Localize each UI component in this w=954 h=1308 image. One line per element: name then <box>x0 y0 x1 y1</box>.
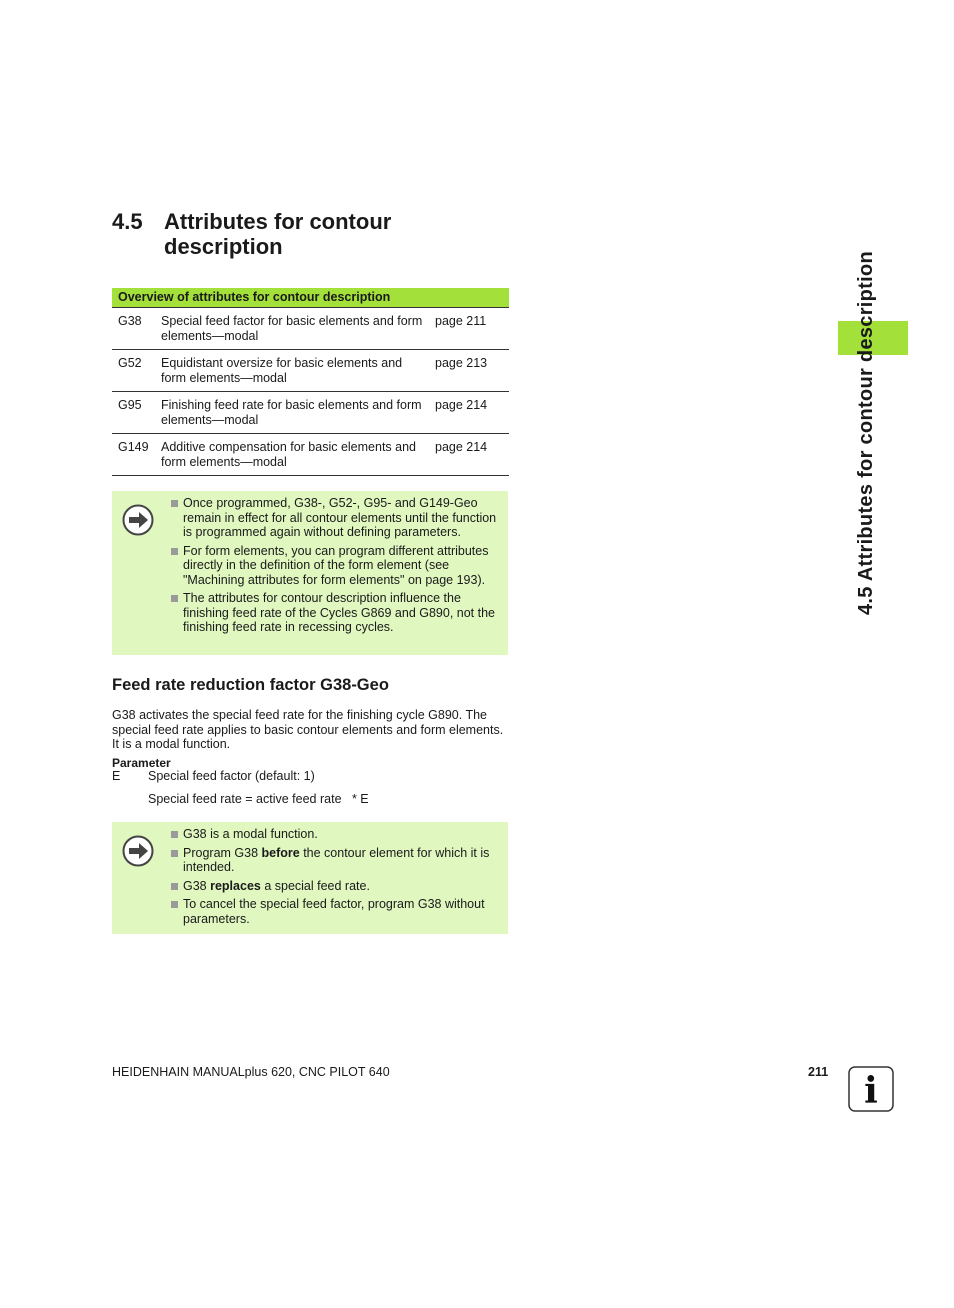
row-description: Finishing feed rate for basic elements and form elements—modal <box>161 398 422 427</box>
section-paragraph: G38 activates the special feed rate for the finishing cycle G890. The special feed rate applies to basic contour elements and form elements. It is a modal function. <box>112 708 504 751</box>
note-list <box>171 827 501 930</box>
row-description: Additive compensation for basic elements and form elements—modal <box>161 440 417 469</box>
list-item: For form elements, you can program different attributes directly in the definition of the form element (see "Machining attributes for form elements" on page 193). <box>171 544 501 588</box>
info-icon <box>848 1066 894 1112</box>
parameter-description: Special feed factor (default: 1) <box>148 769 315 783</box>
note-box <box>112 822 508 934</box>
list-item <box>171 846 501 875</box>
overview-table <box>112 288 509 476</box>
table-row <box>112 392 509 434</box>
list-item: G38 is a modal function. <box>171 827 501 842</box>
section-heading: Feed rate reduction factor G38-Geo <box>112 676 389 694</box>
row-code: G95 <box>118 398 142 412</box>
footer-title: HEIDENHAIN MANUALplus 620, CNC PILOT 640 <box>112 1065 390 1079</box>
side-running-title: 4.5 Attributes for contour description <box>855 250 877 615</box>
row-page-link[interactable]: page 213 <box>435 356 488 370</box>
table-row <box>112 308 509 350</box>
note-list <box>171 496 501 639</box>
text-part: G38 <box>183 878 211 893</box>
list-item <box>171 879 501 894</box>
row-description: Equidistant oversize for basic elements and form elements—modal <box>161 356 403 385</box>
row-code: G52 <box>118 356 142 370</box>
row-code: G149 <box>118 440 149 454</box>
page-number: 211 <box>808 1065 829 1079</box>
note-box <box>112 491 508 655</box>
table-header: Overview of attributes for contour description <box>112 288 509 308</box>
bold-word: replaces <box>210 878 261 893</box>
text-part: the contour element for which it is intended. <box>183 845 493 874</box>
section-title: Attributes for contour description <box>164 209 392 259</box>
arrow-right-icon <box>122 835 154 867</box>
row-page-link[interactable]: page 211 <box>435 314 487 328</box>
parameter-name: E <box>112 769 121 783</box>
info-icon-letter: i <box>864 1070 878 1112</box>
text-part: a special feed rate. <box>260 878 370 893</box>
list-item: Once programmed, G38-, G52-, G95- and G149-Geo remain in effect for all contour elements until the function is programmed again without defining parameters. <box>171 496 501 540</box>
row-page-link[interactable]: page 214 <box>435 398 488 412</box>
text-part: Program G38 <box>183 845 262 860</box>
list-item: To cancel the special feed factor, program G38 without parameters. <box>171 897 501 926</box>
row-code: G38 <box>118 314 142 328</box>
bold-word: before <box>261 845 300 860</box>
row-page-link[interactable]: page 214 <box>435 440 488 454</box>
list-item: The attributes for contour description influence the finishing feed rate of the Cycles G869 and G890, not the finishing feed rate in recessing cycles. <box>171 591 501 635</box>
section-number: 4.5 <box>112 209 143 234</box>
arrow-right-icon <box>122 504 154 536</box>
parameter-label: Parameter <box>112 756 171 770</box>
table-row <box>112 434 509 476</box>
formula: Special feed rate = active feed rate * E <box>148 792 369 806</box>
table-row <box>112 350 509 392</box>
row-description: Special feed factor for basic elements and form elements—modal <box>161 314 423 343</box>
